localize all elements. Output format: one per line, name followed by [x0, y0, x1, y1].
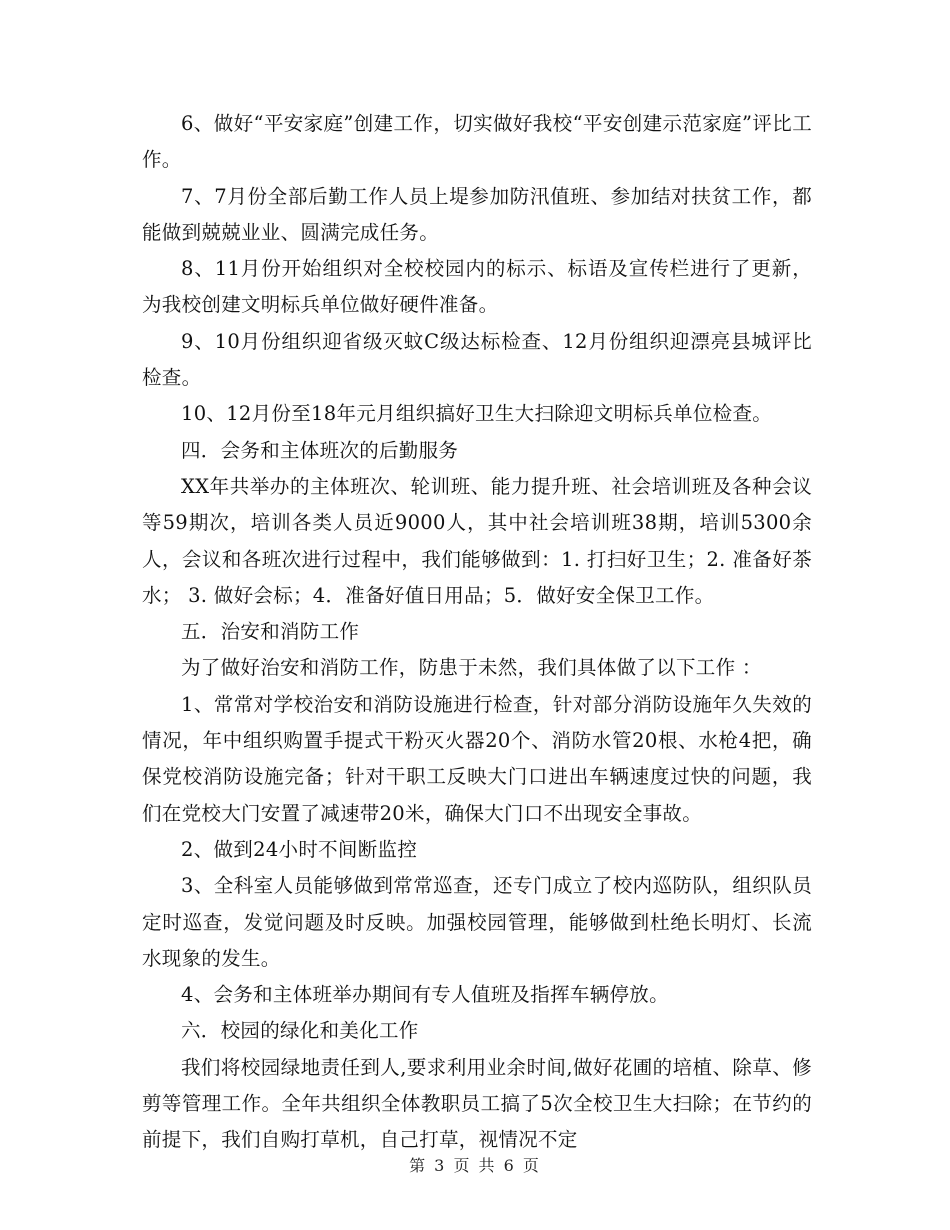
paragraph: 3、全科室人员能够做到常常巡查，还专门成立了校内巡防队，组织队员定时巡查，发觉问题及时反映。加强校园管理，能够做到杜绝长明灯、长流水现象的发生。	[142, 874, 812, 970]
paragraph: 我们将校园绿地责任到人,要求利用业余时间,做好花圃的培植、除草、修剪等管理工作。全年共组织全体教职员工搞了5次全校卫生大扫除；在节约的前提下，我们自购打草机，自己打草，视情况不定	[142, 1055, 812, 1152]
paragraph: XX年共举办的主体班次、轮训班、能力提升班、社会培训班及各种会议等59期次，培训各类人员近9000人，其中社会培训班38期，培训5300余人，会议和各班次进行过程中，我们能够做到：1. 打扫好卫生；2. 准备好茶水； 3. 做好会标；4．准备好值日用品；5．做好安全保卫工作。	[142, 474, 812, 607]
section-heading: 五．治安和消防工作	[181, 620, 360, 644]
section-heading: 六．校园的绿化和美化工作	[181, 1019, 419, 1043]
paragraph: 9、10月份组织迎省级灭蚊C级达标检查、12月份组织迎漂亮县城评比检查。	[142, 329, 812, 390]
section-heading: 四．会务和主体班次的后勤服务	[181, 438, 459, 462]
paragraph: 8、11月份开始组织对全校校园内的标示、标语及宣传栏进行了更新，为我校创建文明标兵单位做好硬件准备。	[142, 257, 812, 317]
paragraph: 10、12月份至18年元月组织搞好卫生大扫除迎文明标兵单位检查。	[181, 402, 773, 426]
paragraph: 7、7月份全部后勤工作人员上堤参加防汛值班、参加结对扶贫工作，都能做到兢兢业业、圆满完成任务。	[142, 184, 812, 244]
paragraph: 6、做好“平安家庭”创建工作，切实做好我校“平安创建示范家庭”评比工作。	[142, 112, 812, 172]
paragraph: 2、做到24小时不间断监控	[181, 837, 418, 861]
document-body	[142, 106, 812, 1159]
paragraph: 1、常常对学校治安和消防设施进行检查，针对部分消防设施年久失效的情况，年中组织购置手提式干粉灭火器20个、消防水管20根、水枪4把，确保党校消防设施完备；针对干职工反映大门口进出车辆速度过快的问题，我们在党校大门安置了减速带20米，确保大门口不出现安全事故。	[142, 692, 812, 825]
page-number: 第 3 页 共 6 页	[409, 1156, 541, 1175]
paragraph: 为了做好治安和消防工作，防患于未然，我们具体做了以下工作 ：	[181, 656, 762, 680]
paragraph: 4、会务和主体班举办期间有专人值班及指挥车辆停放。	[181, 983, 669, 1007]
